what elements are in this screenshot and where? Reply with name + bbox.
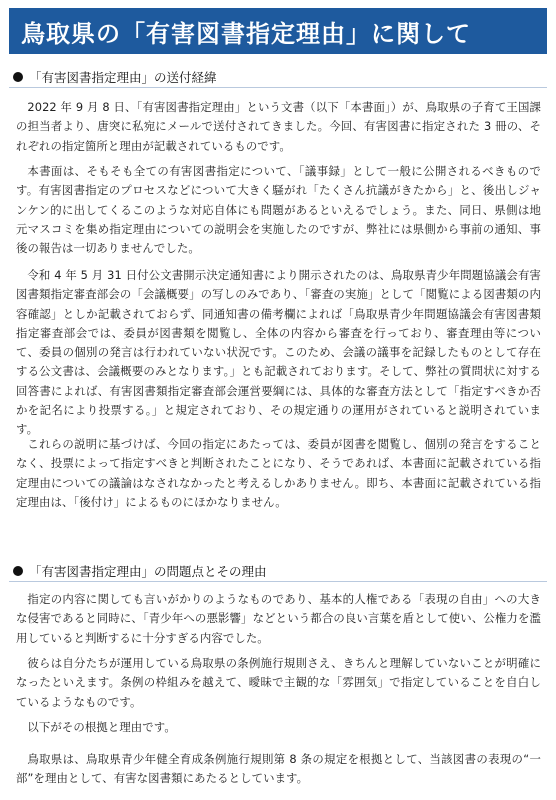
bullet-icon bbox=[13, 566, 23, 576]
paragraph: これらの説明に基づけば、今回の指定にあたっては、委員が図書を閲覧し、個別の発言をすることなく、投票によって指定すべきと判断されたことになり、そうであれば、本書面に記載されている指定理由についての議論はなされなかったと考えるしかありません。即ち、本書面に記載されている指定理由は、「後付け」によるものにほかなりません。 bbox=[16, 437, 541, 509]
paragraph: 2022 年 9 月 8 日、「有害図書指定理由」という文書（以下「本書面」）が、鳥取県の子育て王国課の担当者より、唐突に私宛にメールで送付されてきました。今回、有害図書に指定された 3 冊の、それぞれの指定箇所と理由が記載されているものです。 bbox=[16, 100, 541, 153]
paragraph: 指定の内容に関しても言いがかりのようなものであり、基本的人権である「表現の自由」への大きな侵害であると同時に、「青少年への悪影響」などという都合の良い言葉を盾として使い、公権力を濫用していると判断するに十分すぎる内容でした。 bbox=[16, 592, 541, 645]
paragraph: 本書面は、そもそも全ての有害図書指定について、「議事録」として一般に公開されるべきものです。有害図書指定のプロセスなどについて大きく騒がれ「たくさん抗議がきたから」と、後出しジャンケン的に出してくるこのような対応自体にも問題があるといえるでしょう。また、同日、県側は地元マスコミを集め指定理由についての説明会を実施したのですが、弊社には県側から事前の通知、事後の報告は一切ありませんでした。 bbox=[16, 164, 541, 256]
paragraph: 令和 4 年 5 月 31 日付公文書開示決定通知書により開示されたのは、鳥取県青少年問題協議会有害図書類指定審査部会の「会議概要」の写しのみであり、「審査の実施」として「閲覧による図書類の内容確認」としか記載されておらず、同通知書の備考欄によれば「鳥取県青少年問題協議会有害図書類指定審査部会では、委員が図書類を閲覧し、全体の内容から審査を行っており、審査理由等について、委員の個別の発言は行われていない状況です。このため、会議の議事を記録したものとして存在する公文書は、会議概要のみとなります。」とも記載されております。そして、弊社の質問状に対する回答書によれば、有害図書類指定審査部会運営要綱には、具体的な審査方法として「指定すべきか否かを記名により投票する。」と規定されており、その規定通りの運用がされていると説明されています。 bbox=[16, 268, 541, 437]
paragraph: 以下がその根拠と理由です。 bbox=[27, 720, 176, 734]
paragraph: 彼らは自分たちが運用している鳥取県の条例施行規則さえ、きちんと理解していないことが明確になったといえます。条例の枠組みを越えて、曖昧で主観的な「雰囲気」で指定していることを自白しているようなものです。 bbox=[16, 656, 541, 709]
section-heading-text: 「有害図書指定理由」の問題点とその理由 bbox=[29, 563, 267, 579]
page-title: 鳥取県の「有害図書指定理由」に関して bbox=[21, 19, 471, 48]
paragraph: 鳥取県は、鳥取県青少年健全育成条例施行規則第 8 条の規定を根拠として、当該図書の表現の“一部”を理由として、有害な図書類にあたるとしています。 bbox=[16, 752, 541, 786]
section-heading-sending-history bbox=[9, 66, 547, 88]
section-heading-problems bbox=[9, 560, 547, 582]
section-heading-text: 「有害図書指定理由」の送付経緯 bbox=[29, 69, 217, 85]
bullet-icon bbox=[13, 72, 23, 82]
title-banner bbox=[9, 8, 547, 54]
